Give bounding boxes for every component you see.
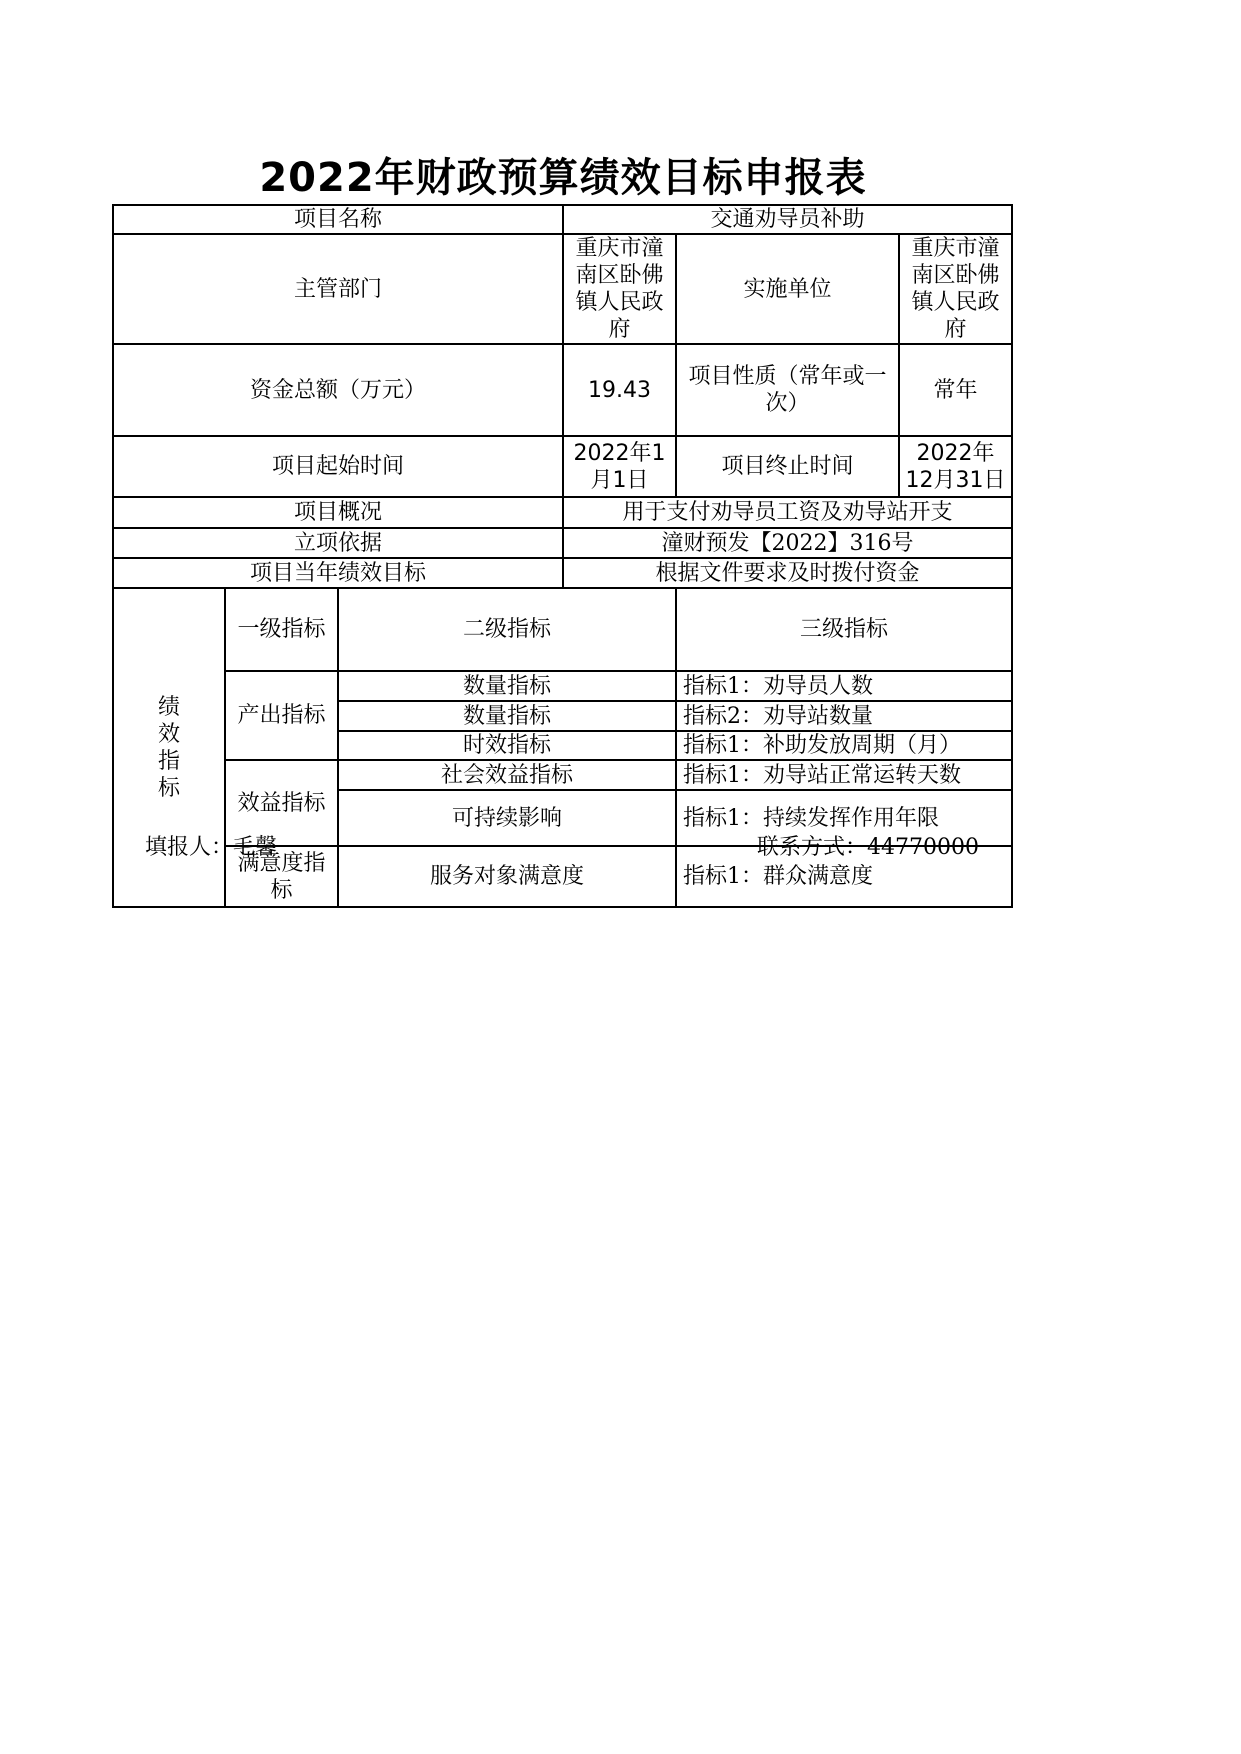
project-name-value: 交通劝导员补助 (563, 205, 1012, 234)
level3-cell: 指标1：劝导员人数 (676, 671, 1012, 701)
basis-value: 潼财预发【2022】316号 (563, 528, 1012, 558)
nature-value: 常年 (899, 344, 1012, 436)
benefit-indicator-label: 效益指标 (225, 760, 338, 846)
table-row (113, 760, 1012, 790)
budget-form-table (112, 204, 1013, 908)
fund-value: 19.43 (563, 344, 676, 436)
level2-cell: 数量指标 (338, 701, 676, 731)
dept-value: 重庆市潼南区卧佛镇人民政府 (563, 234, 676, 344)
table-row (113, 671, 1012, 701)
row-period (113, 436, 1012, 497)
goal-label: 项目当年绩效目标 (113, 558, 563, 588)
perf-section-char: 标 (157, 775, 180, 801)
perf-section-char: 效 (157, 721, 180, 747)
level2-cell: 时效指标 (338, 731, 676, 760)
output-indicator-label: 产出指标 (225, 671, 338, 760)
project-name-label: 项目名称 (113, 205, 563, 234)
perf-section-char: 绩 (157, 694, 180, 720)
header-level2: 二级指标 (338, 588, 676, 671)
page-title: 2022年财政预算绩效目标申报表 (259, 155, 867, 201)
level2-cell: 数量指标 (338, 671, 676, 701)
header-level1: 一级指标 (225, 588, 338, 671)
header-level3: 三级指标 (676, 588, 1012, 671)
nature-label: 项目性质（常年或一次） (676, 344, 899, 436)
dept-label: 主管部门 (113, 234, 563, 344)
level2-cell: 可持续影响 (338, 790, 676, 846)
row-fund (113, 344, 1012, 436)
row-basis (113, 528, 1012, 558)
row-overview (113, 497, 1012, 528)
overview-value: 用于支付劝导员工资及劝导站开支 (563, 497, 1012, 528)
level3-cell: 指标1：持续发挥作用年限 (676, 790, 1012, 846)
impl-unit-value: 重庆市潼南区卧佛镇人民政府 (899, 234, 1012, 344)
start-time-label: 项目起始时间 (113, 436, 563, 497)
satisfaction-indicator-label: 满意度指标 (225, 846, 338, 907)
level3-cell: 指标1：劝导站正常运转天数 (676, 760, 1012, 790)
level2-cell: 服务对象满意度 (338, 846, 676, 907)
basis-label: 立项依据 (113, 528, 563, 558)
fund-label: 资金总额（万元） (113, 344, 563, 436)
level3-cell: 指标2：劝导站数量 (676, 701, 1012, 731)
filler-name: 填报人：毛馨 (145, 835, 278, 860)
row-department (113, 234, 1012, 344)
impl-unit-label: 实施单位 (676, 234, 899, 344)
perf-section-char: 指 (157, 748, 180, 774)
start-time-value: 2022年1月1日 (563, 436, 676, 497)
goal-value: 根据文件要求及时拨付资金 (563, 558, 1012, 588)
row-project-name (113, 205, 1012, 234)
perf-header-row (113, 588, 1012, 671)
row-goal (113, 558, 1012, 588)
overview-label: 项目概况 (113, 497, 563, 528)
level2-cell: 社会效益指标 (338, 760, 676, 790)
level3-cell: 指标1：群众满意度 (676, 846, 1012, 907)
end-time-label: 项目终止时间 (676, 436, 899, 497)
contact-info: 联系方式：44770000 (757, 835, 979, 860)
end-time-value: 2022年12月31日 (899, 436, 1012, 497)
level3-cell: 指标1：补助发放周期（月） (676, 731, 1012, 760)
